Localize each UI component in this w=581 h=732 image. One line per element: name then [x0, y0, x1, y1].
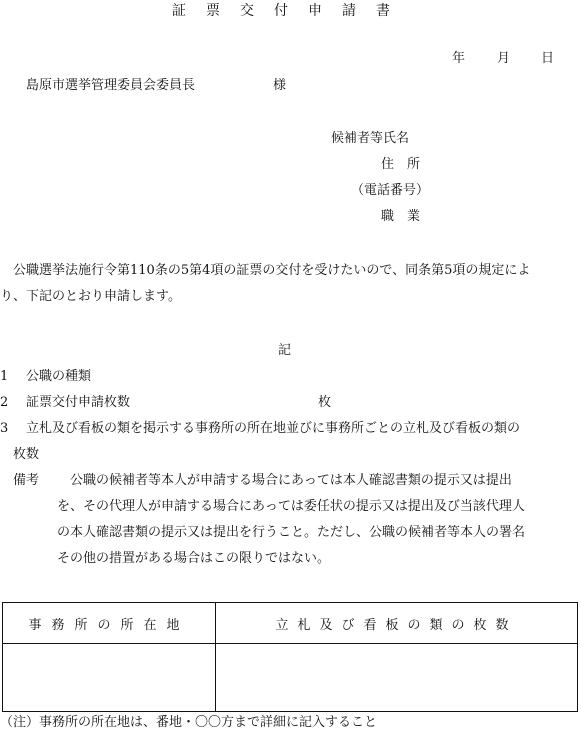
office-table	[2, 602, 578, 712]
table-header-row	[3, 603, 578, 644]
remarks-label: 備考	[13, 473, 40, 488]
remarks-line-4: その他の措置がある場合はこの限りではない。	[57, 551, 331, 566]
col-header-office-address: 事務所の所在地	[3, 603, 216, 644]
addressee-suffix: 様	[273, 78, 287, 93]
col-header-sign-count: 立札及び看板の類の枚数	[216, 603, 578, 644]
item-2-number: 2	[0, 395, 9, 410]
body-line-1: 公職選挙法施行令第110条の5第4項の証票の交付を受けたいので、同条第5項の規定によ	[13, 263, 531, 278]
item-3-number: 3	[0, 421, 9, 436]
remarks-line-2: を、その代理人が申請する場合にあっては委任状の提示又は提出及び当該代理人	[57, 499, 525, 514]
item-1-number: 1	[0, 369, 9, 384]
date-year-label: 年	[452, 51, 466, 66]
addressee-name: 島原市選挙管理委員会委員長	[26, 78, 196, 93]
applicant-occupation-label: 職 業	[381, 209, 421, 224]
item-2-text: 証票交付申請枚数	[26, 395, 131, 410]
body-line-2: り、下記のとおり申請します。	[0, 289, 181, 304]
date-month-label: 月	[497, 51, 511, 66]
applicant-address-label: 住 所	[381, 157, 421, 172]
item-3-text-cont: 枚数	[13, 447, 40, 462]
remarks-line-3: の本人確認書類の提示又は提出を行うこと。ただし、公職の候補者等本人の署名	[57, 525, 526, 540]
cell-sign-count[interactable]	[216, 644, 578, 712]
form-title: 証票交付申請書	[172, 3, 410, 19]
remarks-line-1: 公職の候補者等本人が申請する場合にあっては本人確認書類の提示又は提出	[70, 473, 512, 488]
cell-office-address[interactable]	[3, 644, 216, 712]
applicant-phone-label: （電話番号）	[351, 183, 430, 198]
item-1-text: 公職の種類	[26, 369, 92, 384]
table-row	[3, 644, 578, 712]
footnote: （注）事務所の所在地は、番地・〇〇方まで詳細に記入すること	[0, 715, 378, 730]
item-3-text: 立札及び看板の類を掲示する事務所の所在地並びに事務所ごとの立札及び看板の類の	[26, 421, 521, 436]
item-2-unit: 枚	[318, 395, 332, 410]
applicant-name-label: 候補者等氏名	[331, 131, 410, 146]
ki-heading: 記	[278, 343, 292, 358]
date-day-label: 日	[541, 51, 555, 66]
